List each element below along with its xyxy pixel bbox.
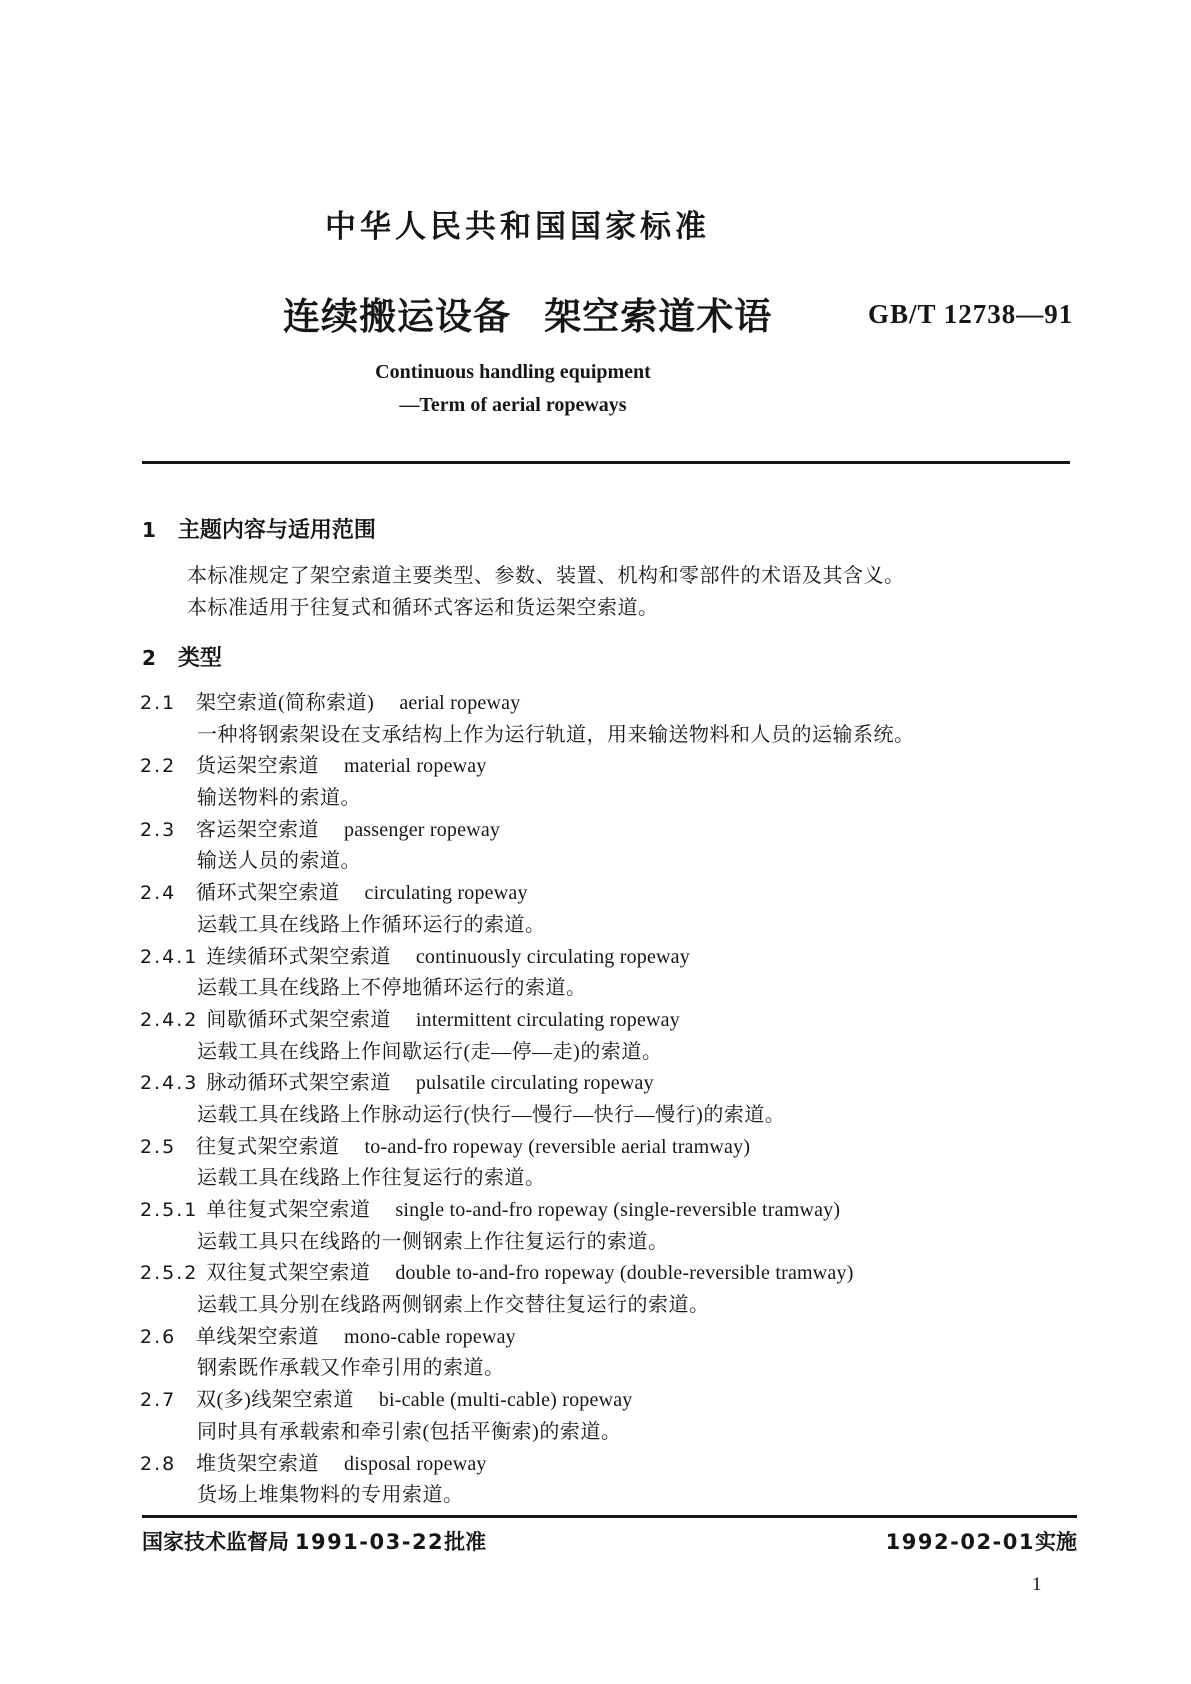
section-1-number: 1 — [142, 518, 156, 542]
term-number: 2.8 — [140, 1452, 177, 1475]
term-line — [140, 1068, 1120, 1100]
section-1-heading — [142, 519, 376, 541]
definition-line: 运载工具在线路上不停地循环运行的索道。 — [197, 977, 587, 1000]
term-line — [140, 942, 1120, 974]
term-english: material ropeway — [344, 755, 487, 778]
definition-line: 运载工具在线路上作脉动运行(快行—慢行—快行—慢行)的索道。 — [197, 1103, 786, 1126]
term-english: disposal ropeway — [344, 1452, 487, 1475]
term-number: 2.4.2 — [140, 1008, 199, 1031]
term-line — [140, 688, 1120, 720]
section-1-title: 主题内容与适用范围 — [177, 517, 376, 542]
definition-line: 钢索既作承载又作牵引用的索道。 — [197, 1357, 505, 1380]
term-line — [140, 878, 1120, 910]
term-line — [140, 1132, 1120, 1164]
term-chinese: 架空索道(简称索道) — [196, 692, 375, 714]
term-english: aerial ropeway — [399, 692, 521, 714]
section-2-number: 2 — [142, 646, 156, 670]
definition-line: 输送人员的索道。 — [197, 850, 361, 873]
implementation-label: 实施 — [1035, 1531, 1077, 1554]
term-english: circulating ropeway — [364, 882, 528, 905]
term-english: intermittent circulating ropeway — [415, 1008, 680, 1031]
scope-paragraph-1: 本标准规定了架空索道主要类型、参数、装置、机构和零部件的术语及其含义。 — [187, 565, 905, 587]
approval-label: 批准 — [444, 1531, 487, 1554]
term-number: 2.5 — [140, 1135, 177, 1158]
english-title-line2: —Term of aerial ropeways — [399, 394, 627, 416]
term-line — [140, 1005, 1120, 1037]
term-english: bi-cable (multi-cable) ropeway — [378, 1389, 633, 1412]
term-english: passenger ropeway — [344, 818, 501, 841]
definition-line: 一种将钢索架设在支承结构上作为运行轨道，用来输送物料和人员的运输系统。 — [197, 723, 915, 746]
term-chinese: 单线架空索道 — [196, 1325, 319, 1348]
term-chinese: 货运架空索道 — [196, 755, 319, 778]
term-line — [140, 1195, 1120, 1227]
term-chinese: 单往复式架空索道 — [206, 1199, 371, 1221]
term-number: 2.5.1 — [140, 1199, 199, 1221]
definition-line: 运载工具只在线路的一侧钢索上作往复运行的索道。 — [197, 1230, 669, 1253]
definition-line: 运载工具在线路上作往复运行的索道。 — [197, 1167, 546, 1190]
term-line — [140, 1449, 1120, 1481]
term-chinese: 循环式架空索道 — [196, 882, 340, 905]
term-chinese: 双往复式架空索道 — [206, 1262, 371, 1285]
term-line — [140, 751, 1120, 783]
term-number: 2.6 — [140, 1325, 177, 1348]
standard-code: GB/T 12738—91 — [868, 299, 1074, 329]
term-chinese: 脉动循环式架空索道 — [206, 1072, 391, 1095]
header-divider — [142, 461, 1070, 464]
term-english: to-and-fro ropeway (reversible aerial tramway) — [364, 1135, 751, 1158]
implementation-statement — [886, 1531, 1077, 1554]
definition-line: 同时具有承载索和牵引索(包括平衡索)的索道。 — [197, 1420, 622, 1443]
term-number: 2.7 — [140, 1389, 177, 1412]
term-number: 2.4 — [140, 882, 177, 905]
approval-statement — [142, 1531, 486, 1554]
section-2-title: 类型 — [177, 645, 222, 670]
english-title-line1: Continuous handling equipment — [375, 361, 651, 383]
section-2-heading — [142, 647, 222, 669]
term-number: 2.1 — [140, 692, 177, 714]
term-chinese: 往复式架空索道 — [196, 1135, 340, 1158]
term-line — [140, 815, 1120, 847]
term-chinese: 堆货架空索道 — [196, 1452, 319, 1475]
document-title: 连续搬运设备 架空索道术语 — [283, 296, 773, 337]
term-number: 2.2 — [140, 755, 177, 778]
term-english: continuously circulating ropeway — [415, 945, 690, 968]
term-line — [140, 1258, 1120, 1290]
term-number: 2.5.2 — [140, 1262, 199, 1285]
definition-line: 运载工具分别在线路两侧钢索上作交替往复运行的索道。 — [197, 1294, 710, 1317]
term-english: double to-and-fro ropeway (double-reversible tramway) — [395, 1262, 854, 1285]
term-line — [140, 1385, 1120, 1417]
implementation-date: 1992-02-01 — [885, 1530, 1035, 1554]
national-standard-label: 中华人民共和国国家标准 — [325, 209, 710, 244]
term-english: mono-cable ropeway — [344, 1325, 516, 1348]
definition-line: 货场上堆集物料的专用索道。 — [197, 1484, 464, 1507]
term-chinese: 双(多)线架空索道 — [196, 1389, 354, 1412]
term-line — [140, 1322, 1120, 1354]
term-english: pulsatile circulating ropeway — [415, 1072, 654, 1095]
term-number: 2.3 — [140, 818, 177, 841]
scope-paragraph-2: 本标准适用于往复式和循环式客运和货运架空索道。 — [187, 597, 659, 619]
definition-line: 输送物料的索道。 — [197, 787, 361, 810]
page-number: 1 — [1032, 1574, 1042, 1595]
term-chinese: 间歇循环式架空索道 — [206, 1008, 391, 1031]
term-english: single to-and-fro ropeway (single-reversible tramway) — [395, 1199, 841, 1221]
term-chinese: 连续循环式架空索道 — [206, 945, 391, 968]
term-number: 2.4.3 — [140, 1072, 199, 1095]
definition-line: 运载工具在线路上作循环运行的索道。 — [197, 913, 546, 936]
term-chinese: 客运架空索道 — [196, 818, 319, 841]
terms-list — [140, 688, 1120, 1512]
definition-line: 运载工具在线路上作间歇运行(走—停—走)的索道。 — [197, 1040, 663, 1063]
footer-divider — [142, 1515, 1077, 1518]
approval-date: 1991-03-22 — [294, 1530, 445, 1554]
approval-agency: 国家技术监督局 — [142, 1531, 289, 1554]
term-number: 2.4.1 — [140, 945, 199, 968]
